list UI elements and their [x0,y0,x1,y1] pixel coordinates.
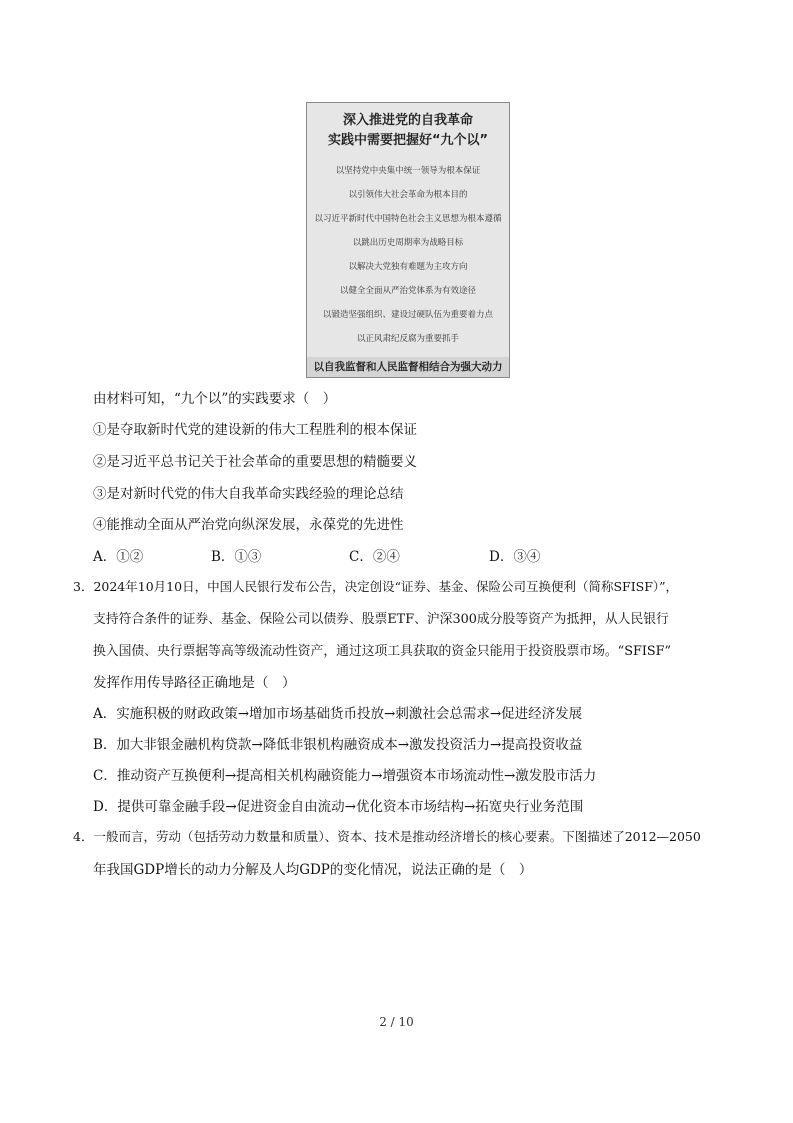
q2-statement: ②是习近平总书记关于社会革命的重要思想的精髓要义 [93,454,417,470]
q2-options [93,545,540,565]
q2-option-c[interactable]: C．②④ [349,549,400,565]
q3-line: 支持符合条件的证券、基金、保险公司以债券、股票ETF、沪深300成分股等资产为抵押，从人民银行 [93,612,669,627]
q2-statement: ①是夺取新时代党的建设新的伟大工程胜利的根本保证 [93,422,417,438]
page-number: 2 / 10 [379,1015,414,1029]
poster-item: 以习近平新时代中国特色社会主义思想为根本遵循 [314,214,502,224]
poster-footer: 以自我监督和人民监督相结合为强大动力 [307,357,509,377]
q3-line: 发挥作用传导路径正确地是（ ） [93,675,296,691]
q4-line: 年我国GDP增长的动力分解及人均GDP的变化情况，说法正确的是（ ） [93,862,533,878]
poster-title-line1: 深入推进党的自我革命 [342,113,473,128]
q3-line: 换入国债、央行票据等高等级流动性资产，通过这项工具获取的资金只能用于投资股票市场。“SFISF” [93,644,672,659]
poster-item: 以引领伟大社会革命为根本目的 [348,190,468,200]
q2-option-b[interactable]: B．①③ [211,549,262,565]
q3-option-d[interactable]: D．提供可靠金融手段→促进资金自由流动→优化资本市场结构→拓宽央行业务范围 [93,799,584,815]
poster-item: 以正风肃纪反腐为重要抓手 [356,334,459,344]
poster-item: 以锻造坚强组织、建设过硬队伍为重要着力点 [322,310,493,320]
q2-stem: 由材料可知，“九个以”的实践要求（ ） [93,391,337,407]
q3-line: 3．2024年10月10日，中国人民银行发布公告，决定创设“证券、基金、保险公司互换便利（简称SFISF）”， [73,579,679,594]
material-poster [306,102,510,378]
q4-line: 4．一般而言，劳动（包括劳动力数量和质量）、资本、技术是推动经济增长的核心要素。下图描述了2012—2050 [73,829,701,844]
q3-option-b[interactable]: B．加大非银金融机构贷款→降低非银机构融资成本→激发投资活力→提高投资收益 [93,737,583,753]
q2-statement: ③是对新时代党的伟大自我革命实践经验的理论总结 [93,486,404,502]
poster-item-list [307,159,509,351]
q2-statement: ④能推动全面从严治党向纵深发展，永葆党的先进性 [93,517,404,533]
q3-option-c[interactable]: C．推动资产互换便利→提高相关机构融资能力→增强资本市场流动性→激发股市活力 [93,768,597,784]
q2-option-d[interactable]: D．③④ [489,549,541,565]
poster-item: 以跳出历史周期率为战略目标 [352,238,464,248]
q3-option-a[interactable]: A．实施积极的财政政策→增加市场基础货币投放→刺激社会总需求→促进经济发展 [93,706,583,722]
poster-title-line2: 实践中需要把握好“九个以” [327,133,489,148]
q2-option-a[interactable]: A．①② [93,549,144,565]
poster-item: 以健全全面从严治党体系为有效途径 [339,286,476,296]
poster-item: 以坚持党中央集中统一领导为根本保证 [335,166,481,176]
poster-item: 以解决大党独有难题为主攻方向 [348,262,468,272]
